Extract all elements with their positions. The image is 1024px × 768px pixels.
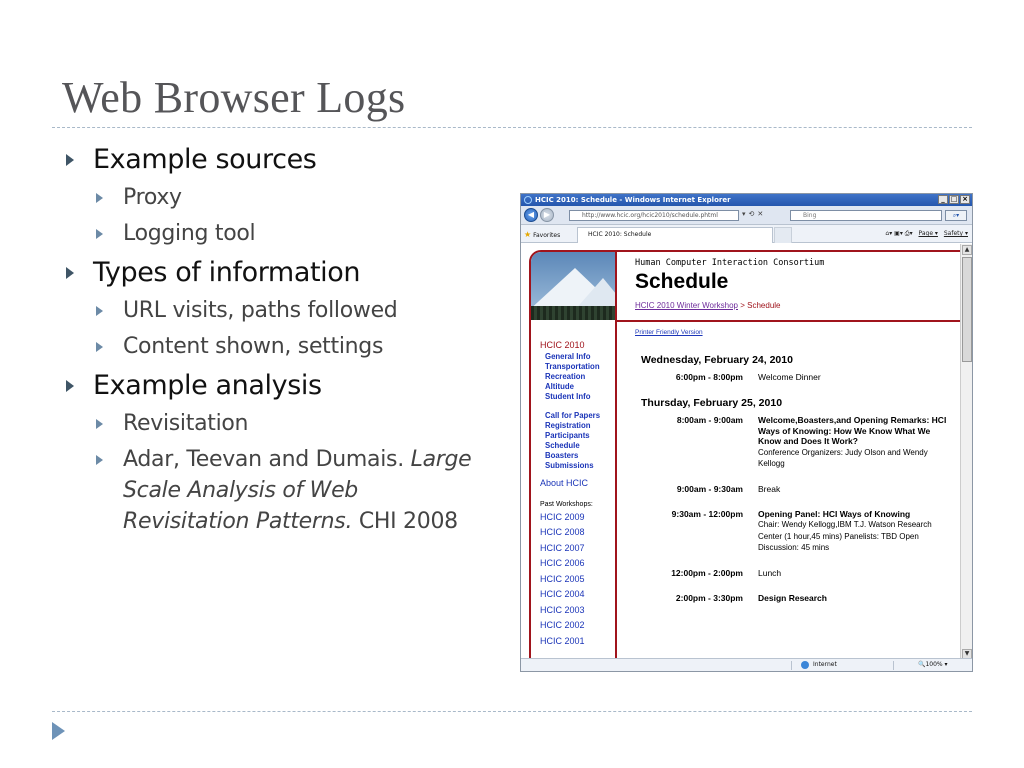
- schedule-row: [635, 484, 955, 495]
- bullet-arrow-icon: [66, 267, 74, 279]
- maximize-button[interactable]: □: [950, 195, 958, 203]
- bullet-types-of-information: [66, 256, 486, 290]
- bullet-arrow-icon: [66, 380, 74, 392]
- back-button[interactable]: ◀: [524, 208, 538, 222]
- past-workshops-label: Past Workshops:: [540, 500, 593, 508]
- favorites-bar: [521, 225, 972, 243]
- breadcrumb: [635, 301, 781, 310]
- bullet-label: Types of information: [93, 257, 361, 288]
- breadcrumb-separator: >: [740, 301, 745, 310]
- printer-friendly-link[interactable]: Printer Friendly Version: [635, 329, 703, 336]
- favorites-button[interactable]: [524, 230, 560, 239]
- nav-link[interactable]: HCIC 2004: [540, 589, 585, 599]
- nav-link[interactable]: HCIC 2008: [540, 527, 585, 537]
- event-time: 6:00pm - 8:00pm: [675, 372, 743, 382]
- feeds-icon[interactable]: ▣▾: [894, 230, 903, 237]
- globe-icon: [801, 661, 809, 669]
- breadcrumb-current: Schedule: [747, 301, 781, 310]
- nav-link[interactable]: HCIC 2006: [540, 558, 585, 568]
- bullet-example-analysis: [66, 369, 486, 403]
- search-input[interactable]: Bing: [790, 210, 942, 221]
- sub-bullet-arrow-icon: [96, 342, 103, 352]
- day-heading: Wednesday, February 24, 2010: [641, 354, 793, 366]
- status-separator: [893, 661, 894, 670]
- sub-bullet-arrow-icon: [96, 455, 103, 465]
- sub-bullet-arrow-icon: [96, 193, 103, 203]
- command-bar: [885, 230, 968, 238]
- sub-bullet-label: Proxy: [123, 185, 182, 210]
- event-time: 8:00am - 9:00am: [676, 415, 743, 425]
- sub-bullet-label: Revisitation: [123, 411, 249, 436]
- window-titlebar: [521, 194, 972, 206]
- day-heading: Thursday, February 25, 2010: [641, 397, 783, 409]
- event-description: [758, 568, 955, 579]
- new-tab-button[interactable]: [774, 227, 792, 243]
- nav-link[interactable]: Recreation: [545, 372, 586, 381]
- nav-link[interactable]: Registration: [545, 421, 591, 430]
- schedule-row: [635, 593, 955, 604]
- sub-bullet-arrow-icon: [96, 306, 103, 316]
- nav-link[interactable]: Transportation: [545, 362, 600, 371]
- site-nav: [540, 340, 614, 649]
- tab-schedule[interactable]: HCIC 2010: Schedule: [577, 227, 773, 243]
- sub-bullet-label: Logging tool: [123, 221, 256, 246]
- nav-link[interactable]: Call for Papers: [545, 411, 601, 420]
- nav-link[interactable]: Submissions: [545, 461, 594, 470]
- nav-link[interactable]: HCIC 2002: [540, 620, 585, 630]
- citation-authors: Adar, Teevan and Dumais.: [123, 447, 404, 472]
- event-description: [758, 484, 955, 495]
- ie-logo-icon: [524, 196, 532, 204]
- print-icon[interactable]: ⎙▾: [904, 230, 913, 237]
- sub-bullet-label: Content shown, settings: [123, 334, 384, 359]
- window-title: HCIC 2010: Schedule - Windows Internet Explorer: [535, 196, 731, 204]
- nav-link[interactable]: Schedule: [545, 441, 580, 450]
- status-separator: [791, 661, 792, 670]
- address-bar-row: [521, 206, 972, 225]
- nav-link[interactable]: Student Info: [545, 392, 591, 401]
- event-details: Lunch: [758, 567, 782, 578]
- sub-bullet: [66, 182, 486, 213]
- scroll-up-icon[interactable]: ▲: [962, 245, 972, 255]
- sidebar-divider: [615, 252, 617, 660]
- bullet-label: Example sources: [93, 144, 317, 175]
- event-time: 12:00pm - 2:00pm: [671, 567, 743, 578]
- vertical-scrollbar[interactable]: [960, 244, 972, 660]
- page-heading: Schedule: [635, 270, 729, 293]
- footer-divider: [52, 711, 972, 712]
- zone-label: Internet: [813, 661, 837, 668]
- schedule-row: [635, 372, 955, 383]
- nav-link[interactable]: HCIC 2005: [540, 573, 585, 584]
- sub-bullet-label: URL visits, paths followed: [123, 298, 398, 323]
- event-title: Design Research: [758, 592, 827, 603]
- scroll-down-icon[interactable]: ▼: [962, 649, 972, 659]
- breadcrumb-link[interactable]: HCIC 2010 Winter Workshop: [635, 301, 738, 310]
- event-details: Conference Organizers: Judy Olson and Wendy Kellogg: [758, 447, 928, 468]
- bullet-arrow-icon: [66, 154, 74, 166]
- schedule-row: [635, 568, 955, 579]
- event-time: 9:30am - 12:00pm: [671, 508, 743, 519]
- slide-title: Web Browser Logs: [62, 73, 406, 122]
- tree-line: [531, 306, 615, 320]
- title-divider: [52, 127, 972, 128]
- schedule-row: [635, 509, 955, 554]
- page-menu[interactable]: Page ▾: [918, 230, 938, 237]
- nav-link[interactable]: HCIC 2009: [540, 511, 585, 522]
- citation-title: Large Scale Analysis of Web Revisitation Patterns.: [123, 447, 472, 534]
- event-title: Welcome,Boasters,and Opening Remarks: HCI Ways of Knowing: How We Know What We Know and Does It Work?: [758, 415, 947, 446]
- event-details: Welcome Dinner: [758, 372, 821, 382]
- nav-about-link[interactable]: About HCIC: [540, 478, 589, 488]
- security-zone: [801, 659, 837, 671]
- sub-bullet-arrow-icon: [96, 229, 103, 239]
- event-time: 2:00pm - 3:30pm: [675, 592, 743, 603]
- event-description: [758, 593, 955, 604]
- nav-link[interactable]: HCIC 2007: [540, 542, 585, 553]
- header-divider: [617, 320, 961, 322]
- home-icon[interactable]: ⌂▾: [885, 230, 893, 237]
- event-details: Chair: Wendy Kellogg,IBM T.J. Watson Research Center (1 hour,45 mins) Panelists: TBD Open Discussion: 45 mins: [758, 520, 932, 552]
- sub-bullet: [66, 218, 486, 249]
- nav-link[interactable]: HCIC 2003: [540, 604, 585, 615]
- sub-bullet-arrow-icon: [96, 419, 103, 429]
- minimize-button[interactable]: _: [938, 195, 948, 204]
- event-details: Break: [758, 483, 781, 494]
- scroll-thumb[interactable]: [962, 257, 972, 362]
- event-description: [758, 509, 955, 554]
- nav-link[interactable]: HCIC 2001: [540, 635, 585, 646]
- forward-button[interactable]: ▶: [540, 208, 554, 222]
- close-button[interactable]: ×: [960, 195, 970, 204]
- refresh-stop-icons[interactable]: ▾⟲✕: [742, 210, 767, 218]
- nav-link[interactable]: Boasters: [545, 451, 579, 460]
- zoom-level: 100%: [925, 661, 943, 668]
- zoom-control[interactable]: 🔍100% ▾: [918, 661, 948, 668]
- browser-window: [520, 193, 973, 672]
- schedule-main: [635, 329, 955, 604]
- event-time: 9:00am - 9:30am: [676, 483, 743, 494]
- citation: [66, 444, 486, 537]
- event-title: Opening Panel: HCI Ways of Knowing: [758, 508, 911, 519]
- star-icon: ★: [524, 230, 532, 239]
- safety-menu[interactable]: Safety ▾: [943, 230, 968, 237]
- bullet-example-sources: [66, 143, 486, 177]
- address-input[interactable]: http://www.hcic.org/hcic2010/schedule.phtml: [569, 210, 739, 221]
- nav-section-title[interactable]: HCIC 2010: [540, 340, 585, 350]
- nav-link[interactable]: General Info: [545, 352, 591, 361]
- nav-link[interactable]: Altitude: [545, 382, 575, 391]
- sub-bullet: [66, 331, 486, 362]
- web-page-content: [521, 244, 961, 660]
- status-bar: [521, 658, 973, 671]
- bullet-label: Example analysis: [93, 370, 322, 401]
- citation-venue: CHI 2008: [358, 509, 458, 534]
- sub-bullet: [66, 295, 486, 326]
- next-slide-arrow-icon[interactable]: [52, 722, 65, 740]
- bullet-list: [66, 143, 486, 537]
- nav-link[interactable]: Participants: [545, 431, 590, 440]
- event-description: [758, 372, 955, 383]
- favorites-label: Favorites: [533, 232, 561, 239]
- event-description: [758, 415, 955, 470]
- schedule-row: [635, 415, 955, 470]
- mountain-banner-image: [531, 252, 615, 320]
- sub-bullet: [66, 408, 486, 439]
- search-icon[interactable]: ⌕▾: [945, 210, 967, 221]
- window-controls: [938, 195, 970, 204]
- org-name: Human Computer Interaction Consortium: [635, 258, 825, 268]
